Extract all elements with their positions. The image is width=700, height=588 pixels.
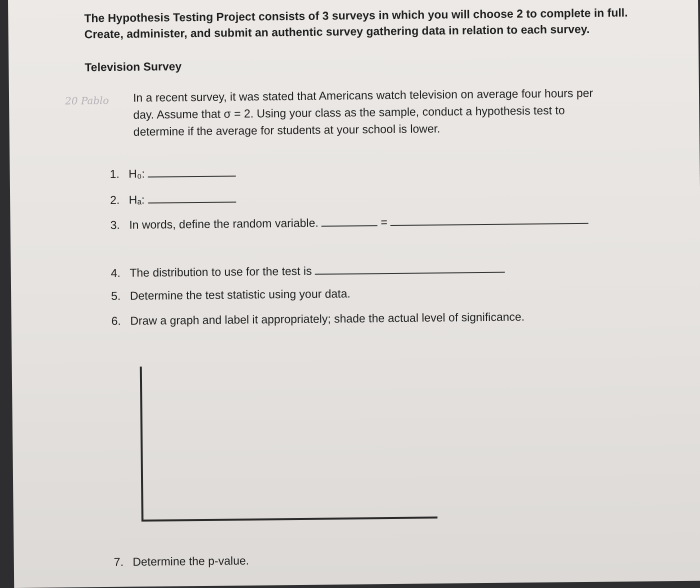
- question-3: [110, 212, 588, 232]
- header-line-1: The Hypothesis Testing Project consists of 3 surveys in which you will choose 2 to complete in full.: [84, 7, 628, 26]
- header-line-2: Create, administer, and submit an authentic survey gathering data in relation to each survey.: [84, 23, 590, 42]
- survey-title: Television Survey: [84, 61, 182, 75]
- question-text: Hₐ:: [128, 194, 145, 207]
- question-7: [114, 556, 249, 569]
- intro-line-3: determine if the average for students at your school is lower.: [133, 123, 441, 139]
- handwritten-note: 20 Pablo: [65, 95, 109, 108]
- question-6: [111, 312, 524, 328]
- question-1: [110, 165, 236, 181]
- question-text: Determine the p-value.: [132, 555, 250, 569]
- equals-sign: =: [380, 217, 388, 230]
- answer-blank[interactable]: [148, 191, 236, 204]
- question-number: 3.: [110, 219, 121, 232]
- worksheet-page: [8, 0, 700, 588]
- question-text: In words, define the random variable.: [129, 217, 319, 232]
- answer-blank[interactable]: [148, 165, 236, 178]
- question-number: 2.: [110, 194, 120, 207]
- question-4: [111, 261, 505, 280]
- question-5: [111, 288, 350, 303]
- intro-line-2: day. Assume that σ = 2. Using your class as the sample, conduct a hypothesis test to: [133, 105, 565, 122]
- question-text: Determine the test statistic using your data.: [129, 288, 351, 303]
- answer-blank[interactable]: [315, 261, 505, 275]
- question-number: 4.: [110, 267, 121, 280]
- question-text: Draw a graph and label it appropriately; shade the actual level of significance.: [130, 311, 525, 328]
- question-number: 6.: [111, 315, 122, 328]
- question-text: The distribution to use for the test is: [129, 265, 312, 280]
- question-number: 1.: [109, 168, 120, 181]
- question-2: [110, 191, 236, 207]
- graph-y-axis: [140, 367, 143, 521]
- answer-blank-symbol[interactable]: [321, 214, 377, 227]
- intro-line-1: In a recent survey, it was stated that Americans watch television on average four hours per: [132, 87, 594, 105]
- question-number: 5.: [111, 290, 121, 303]
- graph-x-axis: [141, 517, 437, 522]
- answer-blank-definition[interactable]: [391, 212, 589, 226]
- question-number: 7.: [113, 556, 124, 569]
- question-text: H₀:: [128, 168, 145, 181]
